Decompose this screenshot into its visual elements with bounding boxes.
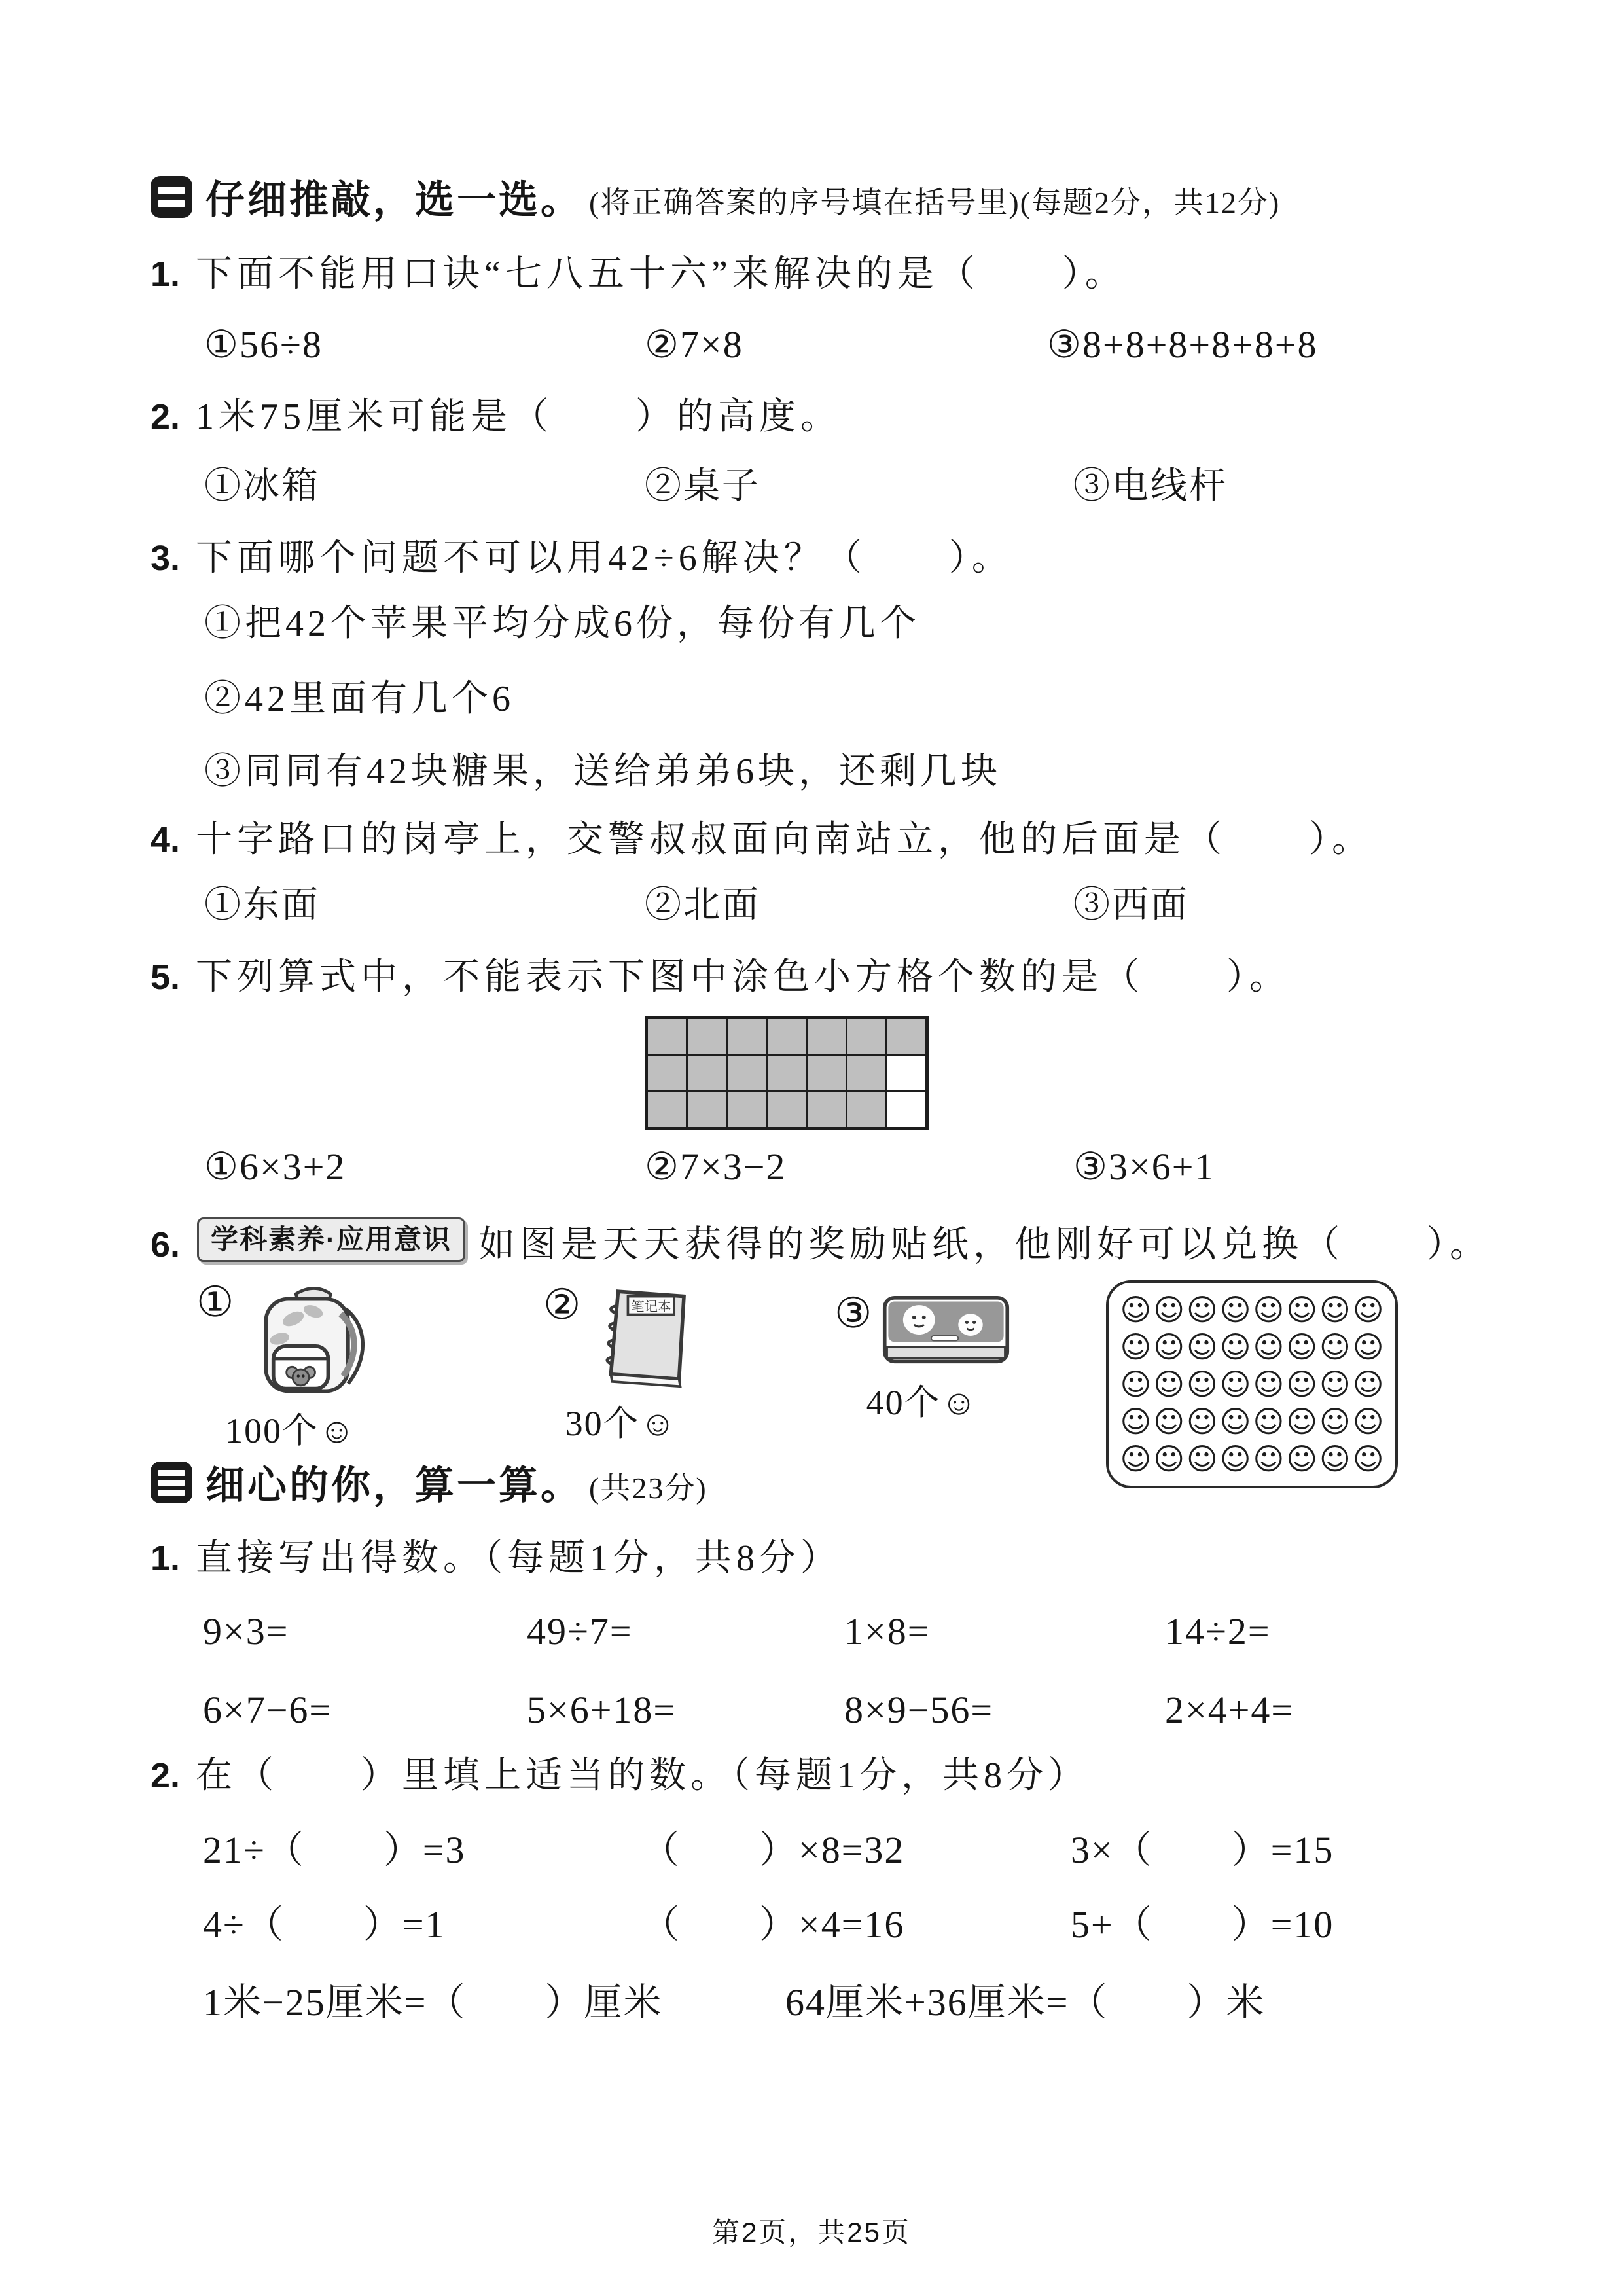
question-number: 1. (151, 255, 181, 294)
question-text: 直接写出得数。（每题1分，共8分） (196, 1538, 842, 1579)
question-number: 2. (151, 397, 181, 437)
page-footer: 第2页，共25页 (711, 2217, 912, 2248)
question-text: 下面不能用口诀“七八五十六”来解决的是（ ）。 (196, 254, 1126, 295)
option: ③西面 (1073, 885, 1189, 925)
calc-question-2 (151, 1754, 1089, 1798)
smiley-icon: ☺ (1319, 1329, 1351, 1365)
section-choice-header (151, 169, 1280, 225)
calc-expression: 6×7−6= (203, 1689, 332, 1731)
smiley-icon: ☺ (1120, 1291, 1152, 1327)
question-text: 1米75厘米可能是（ ）的高度。 (196, 397, 842, 437)
smiley-icon: ☺ (1286, 1366, 1318, 1402)
option: ②7×3−2 (645, 1145, 787, 1188)
item-price-label: 40个☺ (866, 1383, 978, 1422)
circled-number: ② (543, 1282, 581, 1328)
question-4 (151, 818, 1373, 862)
grid-cell (847, 1092, 885, 1127)
option: ②桌子 (645, 466, 760, 507)
grid-cell (808, 1056, 846, 1090)
option: ①把42个苹果平均分成6份，每份有几个 (204, 603, 920, 644)
pencil-case-image (882, 1293, 1010, 1368)
circled-number: ③ (834, 1290, 872, 1336)
grid-cell (808, 1019, 846, 1054)
grid-cell (728, 1092, 766, 1127)
smiley-icon: ☺ (1219, 1441, 1251, 1477)
calc-question-1 (151, 1537, 842, 1581)
smiley-icon: ☺ (1319, 1404, 1351, 1440)
grid-cell (808, 1092, 846, 1127)
grid-cell (768, 1056, 806, 1090)
smiley-icon: ☺ (1153, 1441, 1185, 1477)
grid-cell (728, 1056, 766, 1090)
smiley-icon: ☺ (1253, 1329, 1285, 1365)
calc-expression: 5×6+18= (527, 1689, 677, 1731)
smiley-icon: ☺ (1319, 1291, 1351, 1327)
option: ①冰箱 (204, 466, 320, 507)
grid-cell (728, 1019, 766, 1054)
smiley-icon: ☺ (1352, 1291, 1384, 1327)
grid-cell (887, 1092, 925, 1127)
section-calc-header (151, 1454, 707, 1511)
fill-blank-expression: （ ）×4=16 (641, 1903, 905, 1946)
smiley-icon: ☺ (1319, 1366, 1351, 1402)
smiley-icon: ☺ (1186, 1404, 1218, 1440)
fill-blank-expression: 5+（ ）=10 (1071, 1903, 1334, 1946)
fill-blank-expression: 64厘米+36厘米=（ ）米 (785, 1981, 1266, 2024)
grid-cell (768, 1092, 806, 1127)
fill-blank-expression: 1米−25厘米=（ ）厘米 (203, 1981, 663, 2024)
question-number: 4. (151, 820, 181, 859)
item-price-label: 100个☺ (225, 1411, 357, 1450)
item-price-label: 30个☺ (565, 1404, 677, 1443)
question-number: 5. (151, 958, 181, 997)
calc-expression: 49÷7= (527, 1610, 633, 1653)
grid-cell (847, 1056, 885, 1090)
reward-item-notebook (543, 1284, 699, 1446)
option: ②7×8 (645, 323, 743, 366)
section-note: (将正确答案的序号填在括号里)(每题2分，共12分) (589, 186, 1281, 219)
question-5 (151, 956, 1291, 999)
smiley-icon: ☺ (1253, 1441, 1285, 1477)
question-text: 下面哪个问题不可以用42÷6解决？（ ）。 (196, 538, 1013, 579)
fill-blank-expression: （ ）×8=32 (641, 1829, 905, 1871)
smiley-icon: ☺ (1352, 1329, 1384, 1365)
reward-item-pencil-case (834, 1290, 1010, 1425)
question-6 (151, 1217, 1491, 1267)
section-title: 仔细推敲，选一选。 (205, 178, 582, 222)
smiley-icon: ☺ (1186, 1329, 1218, 1365)
question-3 (151, 537, 1013, 581)
question-number: 3. (151, 539, 181, 578)
calc-expression: 8×9−56= (844, 1689, 994, 1731)
section-two-badge-icon (151, 176, 192, 218)
grid-cell (688, 1056, 726, 1090)
grid-cell (648, 1019, 686, 1054)
calc-expression: 1×8= (844, 1610, 931, 1653)
smiley-icon: ☺ (1319, 1441, 1351, 1477)
question-number: 1. (151, 1539, 181, 1578)
calc-expression: 9×3= (203, 1610, 289, 1653)
smiley-icon: ☺ (1286, 1441, 1318, 1477)
shaded-grid-figure (645, 1016, 929, 1130)
smiley-icon: ☺ (1253, 1366, 1285, 1402)
grid-cell (648, 1092, 686, 1127)
smiley-icon: ☺ (1186, 1291, 1218, 1327)
grid-cell (887, 1056, 925, 1090)
question-number: 2. (151, 1756, 181, 1795)
notebook-cover-label: 笔记本 (631, 1299, 671, 1314)
question-text: 十字路口的岗亭上，交警叔叔面向南站立，他的后面是（ ）。 (196, 819, 1374, 860)
option: ①56÷8 (204, 323, 323, 366)
smiley-icon: ☺ (1286, 1291, 1318, 1327)
question-1 (151, 253, 1126, 296)
smiley-icon: ☺ (1186, 1366, 1218, 1402)
fill-blank-expression: 21÷（ ）=3 (203, 1829, 466, 1871)
section-three-badge-icon (151, 1462, 192, 1503)
smiley-icon: ☺ (1253, 1291, 1285, 1327)
grid-cell (688, 1092, 726, 1127)
calc-expression: 2×4+4= (1165, 1689, 1294, 1731)
grid-cell (768, 1019, 806, 1054)
backpack-image (244, 1282, 385, 1396)
smiley-icon: ☺ (1352, 1366, 1384, 1402)
smiley-icon: ☺ (1219, 1366, 1251, 1402)
option: ①东面 (204, 885, 320, 925)
calc-expression: 14÷2= (1165, 1610, 1271, 1653)
smiley-icon: ☺ (1120, 1404, 1152, 1440)
smiley-icon: ☺ (1153, 1404, 1185, 1440)
reward-item-backpack (196, 1279, 385, 1453)
smiley-icon: ☺ (1219, 1404, 1251, 1440)
smiley-icon: ☺ (1153, 1329, 1185, 1365)
smiley-icon: ☺ (1286, 1404, 1318, 1440)
option: ②42里面有几个6 (204, 679, 514, 719)
question-text: 在（ ）里填上适当的数。（每题1分，共8分） (196, 1755, 1090, 1796)
circled-number: ① (196, 1279, 234, 1325)
grid-cell (847, 1019, 885, 1054)
notebook-image (591, 1284, 699, 1389)
question-text: 下列算式中，不能表示下图中涂色小方格个数的是（ ）。 (196, 957, 1291, 997)
fill-blank-expression: 3×（ ）=15 (1071, 1829, 1334, 1871)
smiley-icon: ☺ (1120, 1366, 1152, 1402)
fill-blank-expression: 4÷（ ）=1 (203, 1903, 446, 1946)
grid-cell (688, 1019, 726, 1054)
sticker-panel (1106, 1280, 1398, 1488)
smiley-icon: ☺ (1186, 1441, 1218, 1477)
question-number: 6. (151, 1225, 181, 1265)
smiley-icon: ☺ (1219, 1329, 1251, 1365)
option: ③同同有42块糖果，送给弟弟6块，还剩几块 (204, 751, 1001, 792)
smiley-icon: ☺ (1120, 1329, 1152, 1365)
smiley-icon: ☺ (1153, 1291, 1185, 1327)
question-text: 如图是天天获得的奖励贴纸，他刚好可以兑换（ ）。 (478, 1225, 1491, 1265)
competency-tag: 学科素养·应用意识 (197, 1217, 465, 1262)
smiley-icon: ☺ (1286, 1329, 1318, 1365)
smiley-icon: ☺ (1352, 1404, 1384, 1440)
option: ③3×6+1 (1073, 1145, 1215, 1188)
section-title: 细心的你，算一算。 (205, 1463, 582, 1507)
smiley-icon: ☺ (1120, 1441, 1152, 1477)
option: ③8+8+8+8+8+8 (1047, 323, 1318, 366)
grid-cell (887, 1019, 925, 1054)
smiley-icon: ☺ (1219, 1291, 1251, 1327)
grid-cell (648, 1056, 686, 1090)
option: ②北面 (645, 885, 760, 925)
question-2 (151, 395, 842, 439)
option: ③电线杆 (1073, 466, 1228, 507)
smiley-icon: ☺ (1153, 1366, 1185, 1402)
section-note: (共23分) (589, 1471, 707, 1505)
smiley-icon: ☺ (1352, 1441, 1384, 1477)
option: ①6×3+2 (204, 1145, 346, 1188)
smiley-icon: ☺ (1253, 1404, 1285, 1440)
